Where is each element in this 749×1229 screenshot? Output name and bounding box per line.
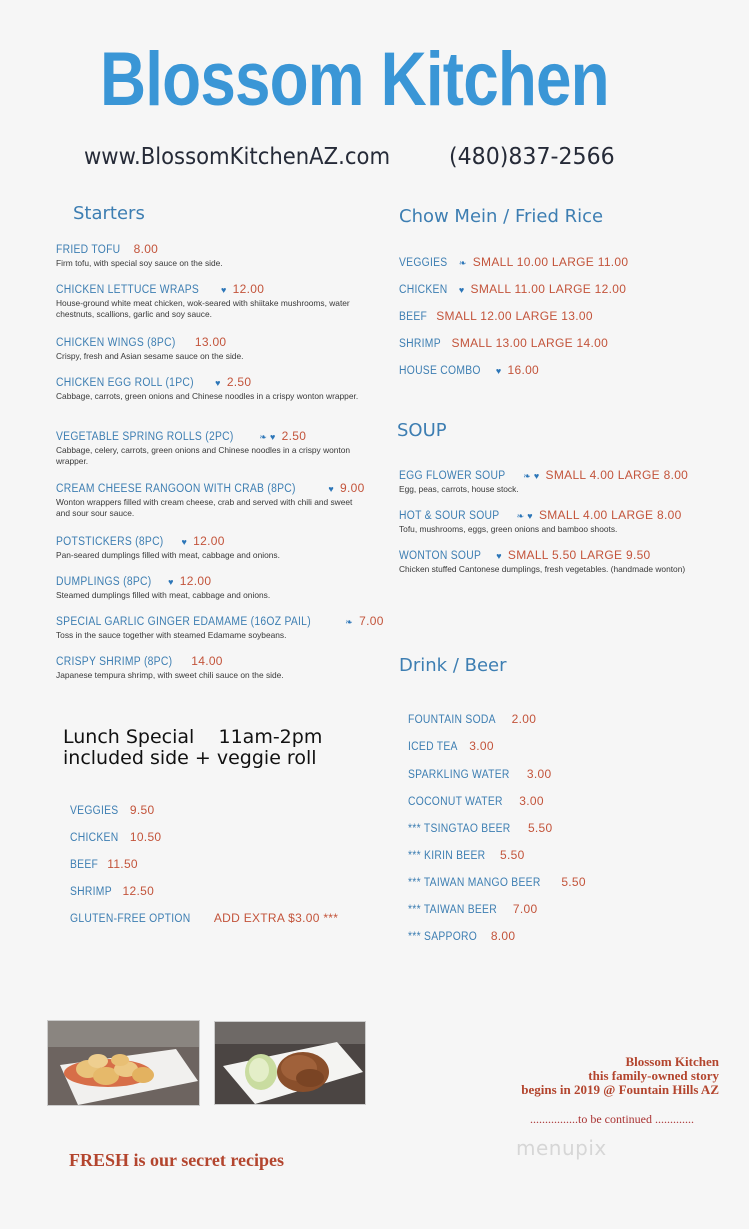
menu-item bbox=[70, 830, 161, 845]
starters-heading: Starters bbox=[73, 203, 145, 224]
item-price: 8.00 bbox=[490, 929, 516, 943]
item-name: VEGGIES bbox=[70, 805, 119, 817]
heart-icon: ♥ bbox=[181, 537, 188, 547]
item-name: CREAM CHEESE RANGOON WITH CRAB (8PC) bbox=[56, 483, 296, 495]
heart-icon: ♥ bbox=[215, 378, 221, 388]
item-name: *** SAPPORO bbox=[408, 931, 478, 943]
item-description: Cabbage, celery, carrots, green onions and Chinese noodles in a crispy wonton wrapper. bbox=[56, 445, 351, 466]
lunch-special-heading bbox=[63, 727, 322, 769]
menu-item bbox=[56, 429, 366, 467]
item-name: ICED TEA bbox=[408, 741, 458, 753]
item-price: 7.00 bbox=[359, 614, 384, 628]
menu-item bbox=[399, 363, 539, 378]
item-description: Japanese tempura shrimp, with sweet chili sauce on the side. bbox=[56, 670, 284, 680]
item-description: Tofu, mushrooms, eggs, green onions and bamboo shoots. bbox=[399, 524, 618, 534]
menu-item bbox=[408, 929, 515, 944]
item-description: Crispy, fresh and Asian sesame sauce on the side. bbox=[56, 351, 244, 361]
menu-item bbox=[70, 857, 138, 872]
menupix-watermark: menupix bbox=[516, 1136, 607, 1160]
lunch-subtitle: included side + veggie roll bbox=[63, 747, 317, 769]
heart-icon: ♥ bbox=[221, 285, 227, 295]
item-name: CHICKEN bbox=[399, 284, 448, 296]
item-price: 10.50 bbox=[129, 830, 162, 844]
item-price: ADD EXTRA $3.00 *** bbox=[213, 911, 339, 925]
item-price: 13.00 bbox=[194, 335, 227, 349]
leaf-heart-icon: ❧ ♥ bbox=[516, 511, 533, 521]
item-description: Pan-seared dumplings filled with meat, cabbage and onions. bbox=[56, 550, 280, 560]
restaurant-title: Blossom Kitchen bbox=[100, 37, 609, 122]
lunch-title: Lunch Special bbox=[63, 726, 195, 748]
item-name: VEGGIES bbox=[399, 257, 448, 269]
heart-icon: ♥ bbox=[168, 577, 174, 587]
item-price: SMALL 4.00 LARGE 8.00 bbox=[538, 508, 682, 522]
item-name: DUMPLINGS (8PC) bbox=[56, 576, 152, 588]
heart-icon: ♥ bbox=[495, 366, 502, 376]
lettuce-wraps-photo-image bbox=[215, 1022, 365, 1104]
menu-item bbox=[56, 574, 366, 601]
menu-item bbox=[56, 481, 366, 519]
menu-item bbox=[408, 902, 537, 917]
item-price: 11.50 bbox=[107, 857, 138, 871]
item-price: 14.00 bbox=[191, 654, 223, 668]
item-name: HOT & SOUR SOUP bbox=[399, 510, 500, 522]
item-name: BEEF bbox=[399, 311, 428, 323]
menu-item bbox=[56, 534, 366, 561]
item-description: Cabbage, carrots, green onions and Chinese noodles in a crispy wonton wrapper. bbox=[56, 391, 359, 401]
item-name: *** TSINGTAO BEER bbox=[408, 823, 511, 835]
item-name: EGG FLOWER SOUP bbox=[399, 470, 506, 482]
item-name: *** TAIWAN MANGO BEER bbox=[408, 877, 541, 889]
item-name: HOUSE COMBO bbox=[399, 365, 481, 377]
tagline: FRESH is our secret recipes bbox=[69, 1150, 284, 1170]
item-price: 5.50 bbox=[500, 848, 525, 862]
item-price: 12.00 bbox=[193, 534, 225, 548]
item-name: CHICKEN WINGS (8PC) bbox=[56, 337, 176, 349]
item-name: CHICKEN bbox=[70, 832, 119, 844]
menu-item bbox=[408, 848, 525, 863]
item-name: VEGETABLE SPRING ROLLS (2PC) bbox=[56, 431, 234, 443]
heart-icon: ♥ bbox=[458, 285, 465, 295]
item-name: FRIED TOFU bbox=[56, 244, 121, 256]
story-line: begins in 2019 @ Fountain Hills AZ bbox=[521, 1082, 719, 1097]
heart-icon: ♥ bbox=[328, 484, 335, 494]
soup-heading: SOUP bbox=[397, 420, 447, 441]
photo-rangoon bbox=[47, 1020, 200, 1106]
item-price: SMALL 5.50 LARGE 9.50 bbox=[507, 548, 651, 562]
item-name: SHRIMP bbox=[70, 886, 112, 898]
leaf-heart-icon: ❧ ♥ bbox=[523, 471, 540, 481]
item-price: SMALL 11.00 LARGE 12.00 bbox=[470, 282, 627, 296]
item-price: 7.00 bbox=[512, 902, 538, 916]
menu-item bbox=[56, 614, 396, 641]
item-price: SMALL 13.00 LARGE 14.00 bbox=[451, 336, 609, 350]
item-name: COCONUT WATER bbox=[408, 796, 503, 808]
item-price: SMALL 10.00 LARGE 11.00 bbox=[472, 255, 629, 269]
leaf-heart-icon: ❧ ♥ bbox=[259, 432, 276, 442]
menu-item bbox=[70, 884, 154, 899]
item-name: SPECIAL GARLIC GINGER EDAMAME (16OZ PAIL) bbox=[56, 616, 311, 628]
item-price: 5.50 bbox=[527, 821, 553, 835]
menu-item bbox=[56, 282, 366, 320]
item-name: *** TAIWAN BEER bbox=[408, 904, 497, 916]
menu-item bbox=[408, 794, 544, 809]
menu-item bbox=[408, 875, 586, 890]
menu-item bbox=[56, 335, 366, 362]
item-price: 3.00 bbox=[526, 767, 552, 781]
item-price: 12.00 bbox=[179, 574, 212, 588]
menu-item bbox=[70, 803, 154, 818]
item-description: House-ground white meat chicken, wok-seared with shiitake mushrooms, water chestnuts, scallions, garlic and soy sauce. bbox=[56, 298, 350, 319]
menu-item bbox=[399, 282, 626, 297]
item-description: Firm tofu, with special soy sauce on the side. bbox=[56, 258, 223, 268]
menu-item bbox=[408, 767, 551, 782]
menu-item bbox=[56, 654, 366, 681]
item-price: 3.00 bbox=[469, 739, 494, 753]
heart-icon: ♥ bbox=[496, 551, 502, 561]
menu-item bbox=[399, 336, 608, 351]
menu-item bbox=[408, 821, 553, 836]
menu-item bbox=[70, 911, 338, 926]
story-line: Blossom Kitchen bbox=[625, 1054, 719, 1069]
leaf-icon: ❧ bbox=[458, 258, 467, 268]
drinks-heading: Drink / Beer bbox=[399, 655, 507, 676]
item-price: 5.50 bbox=[561, 875, 586, 889]
menu-item bbox=[399, 508, 719, 535]
story-line: this family-owned story bbox=[588, 1068, 719, 1083]
to-be-continued: ................to be continued ............. bbox=[530, 1112, 694, 1126]
item-price: 2.50 bbox=[281, 429, 307, 443]
item-name: SPARKLING WATER bbox=[408, 769, 510, 781]
item-price: 2.00 bbox=[511, 712, 537, 726]
item-name: CHICKEN EGG ROLL (1PC) bbox=[56, 377, 194, 389]
menu-item bbox=[399, 468, 719, 495]
item-name: *** KIRIN BEER bbox=[408, 850, 486, 862]
item-price: SMALL 4.00 LARGE 8.00 bbox=[545, 468, 689, 482]
menu-item bbox=[399, 548, 709, 575]
item-price: 12.50 bbox=[122, 884, 155, 898]
menu-item bbox=[56, 375, 366, 402]
item-price: 2.50 bbox=[226, 375, 252, 389]
item-price: 8.00 bbox=[133, 242, 159, 256]
photo-lettuce-wraps bbox=[214, 1021, 366, 1105]
item-price: 3.00 bbox=[519, 794, 544, 808]
item-description: Steamed dumplings filled with meat, cabbage and onions. bbox=[56, 590, 271, 600]
item-name: GLUTEN-FREE OPTION bbox=[70, 913, 191, 925]
item-name: FOUNTAIN SODA bbox=[408, 714, 496, 726]
menu-item bbox=[56, 242, 366, 269]
website-link[interactable]: www.BlossomKitchenAZ.com bbox=[84, 144, 391, 170]
item-name: CHICKEN LETTUCE WRAPS bbox=[56, 284, 200, 296]
item-price: SMALL 12.00 LARGE 13.00 bbox=[436, 309, 593, 323]
item-price: 12.00 bbox=[232, 282, 265, 296]
menu-item bbox=[399, 309, 593, 324]
item-description: Chicken stuffed Cantonese dumplings, fresh vegetables. (handmade wonton) bbox=[399, 564, 686, 574]
item-name: CRISPY SHRIMP (8PC) bbox=[56, 656, 173, 668]
menu-item bbox=[399, 255, 628, 270]
rangoon-photo-image bbox=[48, 1021, 199, 1105]
menu-item bbox=[408, 712, 536, 727]
item-description: Egg, peas, carrots, house stock. bbox=[399, 484, 519, 494]
item-price: 16.00 bbox=[507, 363, 540, 377]
item-price: 9.00 bbox=[340, 481, 365, 495]
item-description: Toss in the sauce together with steamed Edamame soybeans. bbox=[56, 630, 287, 640]
item-price: 9.50 bbox=[129, 803, 155, 817]
item-name: WONTON SOUP bbox=[399, 550, 482, 562]
lunch-hours: 11am-2pm bbox=[218, 726, 323, 748]
leaf-icon: ❧ bbox=[345, 617, 354, 627]
menu-item bbox=[408, 739, 494, 754]
item-name: BEEF bbox=[70, 859, 99, 871]
item-name: POTSTICKERS (8PC) bbox=[56, 536, 164, 548]
item-name: SHRIMP bbox=[399, 338, 441, 350]
item-description: Wonton wrappers filled with cream cheese, crab and served with chili and sweet and sour sour sauce. bbox=[56, 497, 353, 518]
family-story bbox=[521, 1055, 719, 1097]
phone-number[interactable]: (480)837-2566 bbox=[449, 144, 615, 170]
chowmein-heading: Chow Mein / Fried Rice bbox=[399, 206, 604, 227]
